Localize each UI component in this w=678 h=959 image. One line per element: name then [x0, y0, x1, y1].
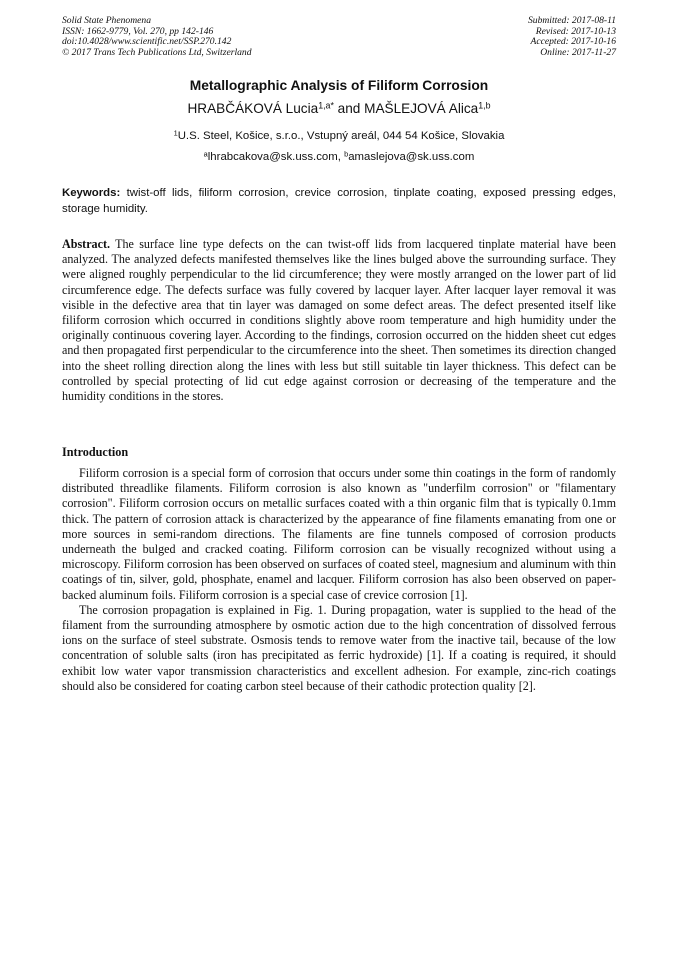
accepted-date: Accepted: 2017-10-16	[530, 36, 616, 48]
affiliation-text: U.S. Steel, Košice, s.r.o., Vstupný areál, 044 54 Košice, Slovakia	[177, 130, 505, 142]
introduction-paragraph-1: Filiform corrosion is a special form of corrosion that occurs under some thin coatings in the form of randomly distributed threadlike filaments. Filiform corrosion is also known as "underfilm corrosion" or "filamentary corrosion". Filiform corrosion occurs on metallic surfaces coated with a thin organic film that is typically 0.1mm thick. The pattern of corrosion attack is characterized by the appearance of fine filaments emanating from one or more sources in semi-random directions. The filaments are fine tunnels composed of corrosion products underneath the bulged and cracked coating. Filiform corrosion can be visually recognized without using a microscopy. Filiform corrosion has been observed on surfaces of coated steel, magnesium and aluminum with thin coatings of tin, silver, gold, phosphate, enamel and lacquer. Filiform corrosion has also been observed on paper-backed aluminum foils. Filiform corrosion is a special case of crevice corrosion [1].	[62, 466, 616, 602]
author-conjunction: and	[333, 101, 365, 116]
journal-header-left	[62, 16, 252, 58]
keywords-text: twist-off lids, filiform corrosion, crevice corrosion, tinplate coating, exposed pressing edges, storage humidity.	[62, 187, 616, 215]
author-1-superscript: 1,a*	[318, 100, 334, 111]
doi-line: doi:10.4028/www.scientific.net/SSP.270.142	[62, 36, 232, 48]
introduction-body	[62, 466, 616, 694]
revised-date: Revised: 2017-10-13	[535, 25, 616, 37]
keywords-block	[62, 186, 616, 217]
introduction-paragraph-2: The corrosion propagation is explained in Fig. 1. During propagation, water is supplied to the head of the filament from the surrounding atmosphere by osmotic action due to the high concentration of dissolved ferrous ions on the surface of steel substrate. Osmosis tends to remove water from the inactive tail, because of the low concentration of soluble salts (iron has precipitated as ferric hydroxide) [1]. If a coating is required, it should exhibit low water vapor transmission characteristics and excellent adhesion. For example, zinc-rich coatings should also be considered for coating carbon steel because of their cathodic protection quality [2].	[62, 602, 616, 693]
abstract-block	[62, 237, 616, 404]
introduction-heading: Introduction	[62, 445, 129, 459]
email-line	[0, 151, 678, 163]
affiliation-superscript: 1	[173, 128, 178, 138]
keywords-label: Keywords:	[62, 187, 121, 199]
issn-line: ISSN: 1662-9779, Vol. 270, pp 142-146	[62, 25, 214, 37]
author-2-name: MAŠLEJOVÁ Alica	[364, 101, 479, 116]
email-b-superscript: b	[344, 149, 349, 159]
email-b: amaslejova@sk.uss.com	[348, 151, 475, 163]
email-a-superscript: a	[203, 149, 208, 159]
online-date: Online: 2017-11-27	[540, 46, 616, 58]
copyright-line: © 2017 Trans Tech Publications Ltd, Switzerland	[62, 46, 252, 58]
author-1-name: HRABČÁKOVÁ Lucia	[187, 101, 319, 116]
submitted-date: Submitted: 2017-08-11	[527, 15, 616, 26]
journal-name: Solid State Phenomena	[62, 15, 151, 26]
abstract-label: Abstract.	[62, 237, 111, 251]
author-2-superscript: 1,b	[478, 100, 491, 111]
paper-title: Metallographic Analysis of Filiform Corrosion	[189, 78, 489, 93]
author-line	[0, 101, 678, 116]
journal-header-right	[528, 16, 616, 58]
email-a: lhrabcakova@sk.uss.com,	[207, 151, 345, 163]
abstract-text: The surface line type defects on the can twist-off lids from lacquered tinplate material have been analyzed. The analyzed defects manifested themselves like the lines bulged above the surrounding surface. They were aligned roughly perpendicular to the lid circumference; they were mostly arranged on the lower part of lid circumference edge. The defects surface was fully covered by lacquer layer. After lacquer layer removal it was visible in the defective area that tin layer was damaged on some defect areas. The defect presented itself like filiform corrosion which occurred in conditions slightly above room temperature and high humidity under the originally continuous covering layer. According to the findings, corrosion occurred on the hidden sheet cut edges and then propagated first perpendicular to the circumference into the sheet. Then sometimes its direction changed into the sheet rolling direction along the lines with less but still suitable tin layer thickness. This defect can be controlled by special protecting of lid cut edge against corrosion or decreasing of the temperature and the humidity conditions in the stores.	[62, 237, 616, 404]
affiliation	[0, 130, 678, 142]
